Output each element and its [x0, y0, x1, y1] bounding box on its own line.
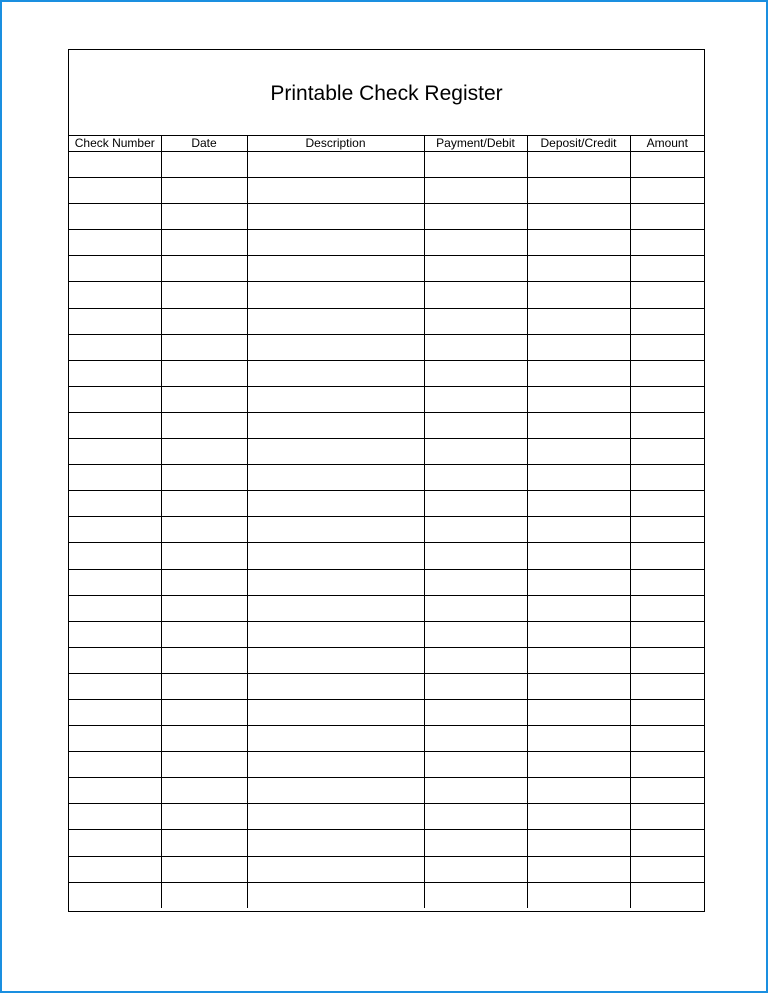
description-cell[interactable]: [247, 308, 424, 334]
register-body: [69, 152, 704, 908]
amount-cell[interactable]: [630, 543, 704, 569]
column-header-date: Date: [161, 136, 247, 152]
register-table: [69, 136, 704, 908]
amount-cell[interactable]: [630, 621, 704, 647]
payment-debit-cell[interactable]: [424, 595, 527, 621]
description-cell[interactable]: [247, 517, 424, 543]
date-cell[interactable]: [161, 804, 247, 830]
date-cell[interactable]: [161, 360, 247, 386]
table-row: [69, 178, 704, 204]
check-number-cell[interactable]: [69, 830, 161, 856]
date-cell[interactable]: [161, 308, 247, 334]
amount-cell[interactable]: [630, 778, 704, 804]
payment-debit-cell[interactable]: [424, 569, 527, 595]
payment-debit-cell[interactable]: [424, 282, 527, 308]
check-number-cell[interactable]: [69, 178, 161, 204]
description-cell[interactable]: [247, 569, 424, 595]
description-cell[interactable]: [247, 230, 424, 256]
check-number-cell[interactable]: [69, 230, 161, 256]
check-register-form: [68, 49, 705, 912]
amount-cell[interactable]: [630, 726, 704, 752]
date-cell[interactable]: [161, 595, 247, 621]
check-number-cell[interactable]: [69, 491, 161, 517]
description-cell[interactable]: [247, 386, 424, 412]
payment-debit-cell[interactable]: [424, 412, 527, 438]
payment-debit-cell[interactable]: [424, 830, 527, 856]
payment-debit-cell[interactable]: [424, 334, 527, 360]
date-cell[interactable]: [161, 647, 247, 673]
date-cell[interactable]: [161, 699, 247, 725]
payment-debit-cell[interactable]: [424, 256, 527, 282]
deposit-credit-cell[interactable]: [527, 282, 630, 308]
payment-debit-cell[interactable]: [424, 386, 527, 412]
amount-cell[interactable]: [630, 152, 704, 178]
table-row: [69, 491, 704, 517]
date-cell[interactable]: [161, 621, 247, 647]
description-cell[interactable]: [247, 699, 424, 725]
check-number-cell[interactable]: [69, 569, 161, 595]
payment-debit-cell[interactable]: [424, 726, 527, 752]
description-cell[interactable]: [247, 178, 424, 204]
description-cell[interactable]: [247, 856, 424, 882]
description-cell[interactable]: [247, 439, 424, 465]
date-cell[interactable]: [161, 439, 247, 465]
amount-cell[interactable]: [630, 308, 704, 334]
description-cell[interactable]: [247, 334, 424, 360]
amount-cell[interactable]: [630, 360, 704, 386]
column-header-amount: Amount: [630, 136, 704, 152]
payment-debit-cell[interactable]: [424, 752, 527, 778]
check-number-cell[interactable]: [69, 726, 161, 752]
deposit-credit-cell[interactable]: [527, 204, 630, 230]
check-number-cell[interactable]: [69, 882, 161, 908]
table-row: [69, 699, 704, 725]
page-title: Printable Check Register: [270, 82, 503, 105]
table-row: [69, 360, 704, 386]
payment-debit-cell[interactable]: [424, 804, 527, 830]
payment-debit-cell[interactable]: [424, 360, 527, 386]
deposit-credit-cell[interactable]: [527, 256, 630, 282]
check-number-cell[interactable]: [69, 465, 161, 491]
payment-debit-cell[interactable]: [424, 465, 527, 491]
amount-cell[interactable]: [630, 386, 704, 412]
date-cell[interactable]: [161, 882, 247, 908]
amount-cell[interactable]: [630, 491, 704, 517]
payment-debit-cell[interactable]: [424, 621, 527, 647]
deposit-credit-cell[interactable]: [527, 517, 630, 543]
deposit-credit-cell[interactable]: [527, 178, 630, 204]
description-cell[interactable]: [247, 204, 424, 230]
check-number-cell[interactable]: [69, 752, 161, 778]
check-number-cell[interactable]: [69, 856, 161, 882]
table-row: [69, 726, 704, 752]
check-number-cell[interactable]: [69, 308, 161, 334]
date-cell[interactable]: [161, 256, 247, 282]
deposit-credit-cell[interactable]: [527, 412, 630, 438]
table-row: [69, 152, 704, 178]
payment-debit-cell[interactable]: [424, 543, 527, 569]
header-row: [69, 136, 704, 152]
amount-cell[interactable]: [630, 465, 704, 491]
description-cell[interactable]: [247, 152, 424, 178]
check-number-cell[interactable]: [69, 256, 161, 282]
deposit-credit-cell[interactable]: [527, 439, 630, 465]
check-number-cell[interactable]: [69, 778, 161, 804]
description-cell[interactable]: [247, 830, 424, 856]
payment-debit-cell[interactable]: [424, 204, 527, 230]
description-cell[interactable]: [247, 543, 424, 569]
deposit-credit-cell[interactable]: [527, 856, 630, 882]
deposit-credit-cell[interactable]: [527, 647, 630, 673]
description-cell[interactable]: [247, 412, 424, 438]
deposit-credit-cell[interactable]: [527, 621, 630, 647]
table-row: [69, 621, 704, 647]
description-cell[interactable]: [247, 465, 424, 491]
table-row: [69, 543, 704, 569]
table-row: [69, 334, 704, 360]
table-row: [69, 230, 704, 256]
date-cell[interactable]: [161, 412, 247, 438]
check-number-cell[interactable]: [69, 282, 161, 308]
amount-cell[interactable]: [630, 439, 704, 465]
description-cell[interactable]: [247, 804, 424, 830]
date-cell[interactable]: [161, 465, 247, 491]
payment-debit-cell[interactable]: [424, 308, 527, 334]
description-cell[interactable]: [247, 621, 424, 647]
check-number-cell[interactable]: [69, 621, 161, 647]
date-cell[interactable]: [161, 830, 247, 856]
table-row: [69, 882, 704, 908]
table-row: [69, 465, 704, 491]
table-row: [69, 778, 704, 804]
payment-debit-cell[interactable]: [424, 230, 527, 256]
deposit-credit-cell[interactable]: [527, 465, 630, 491]
column-header-deposit-credit: Deposit/Credit: [527, 136, 630, 152]
check-number-cell[interactable]: [69, 699, 161, 725]
title-area: [69, 50, 704, 136]
payment-debit-cell[interactable]: [424, 439, 527, 465]
description-cell[interactable]: [247, 595, 424, 621]
amount-cell[interactable]: [630, 830, 704, 856]
date-cell[interactable]: [161, 543, 247, 569]
deposit-credit-cell[interactable]: [527, 804, 630, 830]
amount-cell[interactable]: [630, 282, 704, 308]
deposit-credit-cell[interactable]: [527, 882, 630, 908]
deposit-credit-cell[interactable]: [527, 386, 630, 412]
payment-debit-cell[interactable]: [424, 778, 527, 804]
description-cell[interactable]: [247, 491, 424, 517]
table-row: [69, 752, 704, 778]
amount-cell[interactable]: [630, 856, 704, 882]
table-row: [69, 595, 704, 621]
deposit-credit-cell[interactable]: [527, 699, 630, 725]
table-row: [69, 569, 704, 595]
amount-cell[interactable]: [630, 256, 704, 282]
description-cell[interactable]: [247, 256, 424, 282]
check-number-cell[interactable]: [69, 412, 161, 438]
check-number-cell[interactable]: [69, 204, 161, 230]
amount-cell[interactable]: [630, 334, 704, 360]
amount-cell[interactable]: [630, 752, 704, 778]
column-header-payment-debit: Payment/Debit: [424, 136, 527, 152]
check-number-cell[interactable]: [69, 386, 161, 412]
deposit-credit-cell[interactable]: [527, 360, 630, 386]
table-row: [69, 804, 704, 830]
date-cell[interactable]: [161, 152, 247, 178]
payment-debit-cell[interactable]: [424, 517, 527, 543]
table-row: [69, 256, 704, 282]
date-cell[interactable]: [161, 178, 247, 204]
column-header-check-number: Check Number: [69, 136, 161, 152]
date-cell[interactable]: [161, 282, 247, 308]
date-cell[interactable]: [161, 569, 247, 595]
date-cell[interactable]: [161, 673, 247, 699]
date-cell[interactable]: [161, 856, 247, 882]
date-cell[interactable]: [161, 778, 247, 804]
amount-cell[interactable]: [630, 647, 704, 673]
check-number-cell[interactable]: [69, 517, 161, 543]
payment-debit-cell[interactable]: [424, 491, 527, 517]
deposit-credit-cell[interactable]: [527, 543, 630, 569]
amount-cell[interactable]: [630, 412, 704, 438]
deposit-credit-cell[interactable]: [527, 595, 630, 621]
amount-cell[interactable]: [630, 882, 704, 908]
deposit-credit-cell[interactable]: [527, 752, 630, 778]
deposit-credit-cell[interactable]: [527, 569, 630, 595]
description-cell[interactable]: [247, 647, 424, 673]
check-number-cell[interactable]: [69, 673, 161, 699]
amount-cell[interactable]: [630, 804, 704, 830]
table-row: [69, 856, 704, 882]
check-number-cell[interactable]: [69, 360, 161, 386]
amount-cell[interactable]: [630, 569, 704, 595]
table-row: [69, 386, 704, 412]
table-row: [69, 439, 704, 465]
check-number-cell[interactable]: [69, 543, 161, 569]
table-row: [69, 517, 704, 543]
description-cell[interactable]: [247, 360, 424, 386]
deposit-credit-cell[interactable]: [527, 308, 630, 334]
date-cell[interactable]: [161, 491, 247, 517]
column-header-description: Description: [247, 136, 424, 152]
deposit-credit-cell[interactable]: [527, 334, 630, 360]
payment-debit-cell[interactable]: [424, 152, 527, 178]
description-cell[interactable]: [247, 778, 424, 804]
description-cell[interactable]: [247, 882, 424, 908]
date-cell[interactable]: [161, 204, 247, 230]
amount-cell[interactable]: [630, 595, 704, 621]
table-row: [69, 204, 704, 230]
payment-debit-cell[interactable]: [424, 673, 527, 699]
deposit-credit-cell[interactable]: [527, 152, 630, 178]
table-row: [69, 308, 704, 334]
deposit-credit-cell[interactable]: [527, 726, 630, 752]
description-cell[interactable]: [247, 673, 424, 699]
table-row: [69, 412, 704, 438]
amount-cell[interactable]: [630, 178, 704, 204]
payment-debit-cell[interactable]: [424, 882, 527, 908]
table-row: [69, 673, 704, 699]
description-cell[interactable]: [247, 726, 424, 752]
amount-cell[interactable]: [630, 204, 704, 230]
date-cell[interactable]: [161, 386, 247, 412]
amount-cell[interactable]: [630, 699, 704, 725]
deposit-credit-cell[interactable]: [527, 491, 630, 517]
check-number-cell[interactable]: [69, 804, 161, 830]
table-row: [69, 282, 704, 308]
check-number-cell[interactable]: [69, 595, 161, 621]
deposit-credit-cell[interactable]: [527, 230, 630, 256]
payment-debit-cell[interactable]: [424, 699, 527, 725]
amount-cell[interactable]: [630, 230, 704, 256]
deposit-credit-cell[interactable]: [527, 778, 630, 804]
amount-cell[interactable]: [630, 517, 704, 543]
check-number-cell[interactable]: [69, 334, 161, 360]
payment-debit-cell[interactable]: [424, 856, 527, 882]
deposit-credit-cell[interactable]: [527, 830, 630, 856]
check-number-cell[interactable]: [69, 439, 161, 465]
date-cell[interactable]: [161, 726, 247, 752]
amount-cell[interactable]: [630, 673, 704, 699]
description-cell[interactable]: [247, 752, 424, 778]
description-cell[interactable]: [247, 282, 424, 308]
table-row: [69, 830, 704, 856]
check-number-cell[interactable]: [69, 152, 161, 178]
payment-debit-cell[interactable]: [424, 647, 527, 673]
payment-debit-cell[interactable]: [424, 178, 527, 204]
date-cell[interactable]: [161, 517, 247, 543]
date-cell[interactable]: [161, 334, 247, 360]
deposit-credit-cell[interactable]: [527, 673, 630, 699]
date-cell[interactable]: [161, 230, 247, 256]
table-row: [69, 647, 704, 673]
check-number-cell[interactable]: [69, 647, 161, 673]
date-cell[interactable]: [161, 752, 247, 778]
